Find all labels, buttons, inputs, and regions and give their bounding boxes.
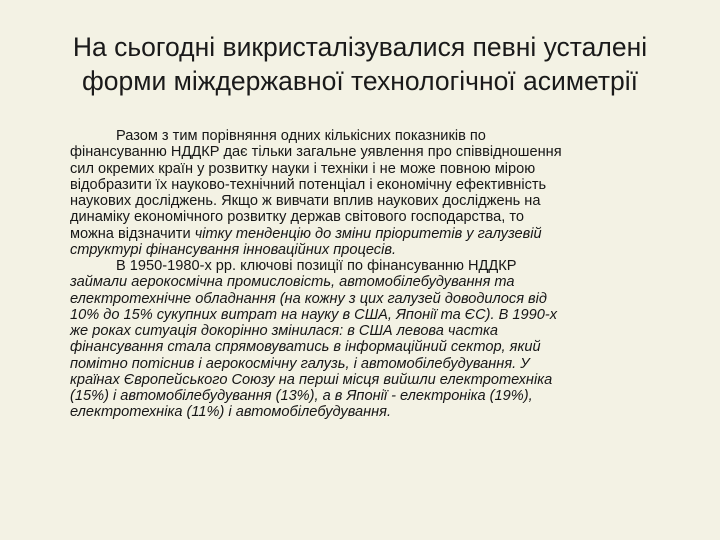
paragraph-2-line-9: (15%) і автомобілебудування (13%), а в Японії - електроніка (19%), xyxy=(70,388,533,404)
paragraph-1-line-7-italic: чітку тенденцію до зміни пріоритетів у галузевій xyxy=(194,225,542,242)
paragraph-2-line-8: країнах Європейського Союзу на перші місця вийшли електротехніка xyxy=(70,371,553,388)
paragraph-1-line-7-normal: можна відзначити xyxy=(70,225,195,242)
paragraph-2-line-5: же роках ситуація докорінно змінилася: в США левова частка xyxy=(70,323,499,339)
slide-title-line-1: На сьогодні викристалізувалися певні усталені xyxy=(72,32,648,62)
paragraph-1-line-1: Разом з тим порівняння одних кількісних показників по xyxy=(116,128,486,144)
paragraph-2-line-7: помітно потіснив і аерокосмічну галузь, і автомобілебудування. У xyxy=(70,355,530,372)
paragraph-1-line-8: структурі фінансування інноваційних процесів. xyxy=(70,241,396,258)
paragraph-2-line-2: займали аерокосмічна промисловість, автомобілебудування та xyxy=(70,274,515,291)
slide-title-line-2: форми міждержавної технологічної асиметрії xyxy=(81,66,639,96)
paragraph-2-line-4: 10% до 15% сукупних витрат на науку в США, Японії та ЄС). В 1990-х xyxy=(70,306,558,323)
paragraph-2-line-3: електротехнічне обладнання (на кожну з цих галузей доводилося від xyxy=(70,290,547,307)
slide-body xyxy=(70,128,690,421)
paragraph-2-line-10: електротехніка (11%) і автомобілебудування. xyxy=(70,404,392,421)
paragraph-2-line-6: фінансування стала спрямовуватись в інформаційний сектор, який xyxy=(70,339,541,356)
paragraph-1-line-2: фінансуванню НДДКР дає тільки загальне уявлення про співвідношення xyxy=(70,144,562,161)
paragraph-2-line-1: В 1950-1980-х рр. ключові позиції по фінансуванню НДДКР xyxy=(116,258,517,274)
paragraph-1-line-7 xyxy=(70,226,690,242)
paragraph-1-line-6: динаміку економічного розвитку держав світового господарства, то xyxy=(70,209,524,226)
paragraph-1-line-5: наукових досліджень. Якщо ж вивчати вплив наукових досліджень на xyxy=(70,193,541,209)
slide-title xyxy=(40,30,680,98)
paragraph-1-line-3: сил окремих країн у розвитку науки і техніки і не може повною мірою xyxy=(70,160,536,177)
paragraph-1-line-4: відобразити їх науково-технічний потенціал і економічну ефективність xyxy=(70,176,547,193)
